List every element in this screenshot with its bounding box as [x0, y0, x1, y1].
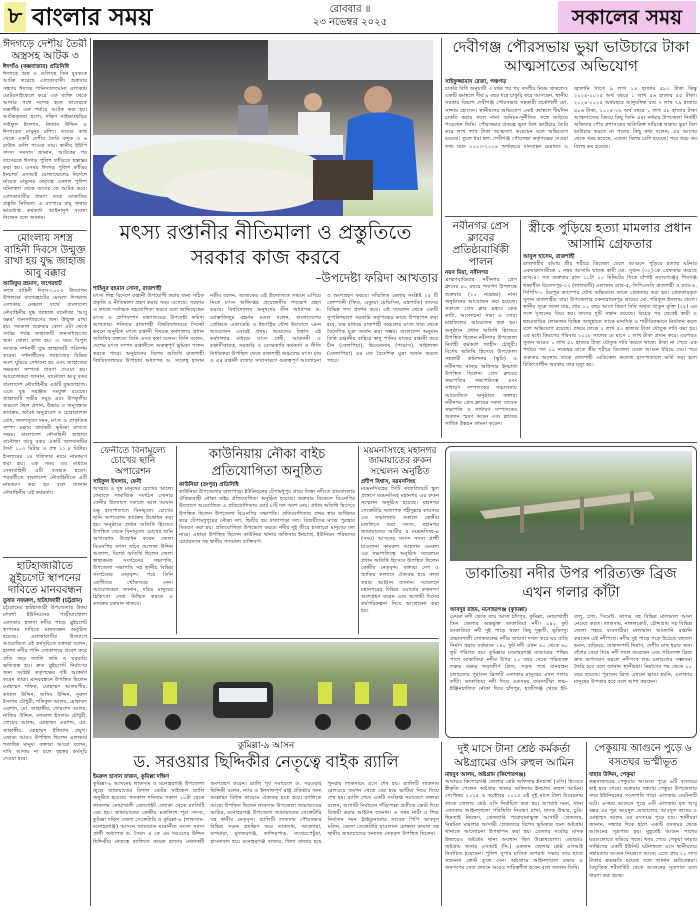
story-fire	[589, 742, 697, 906]
dateline-date: ২৩ নভেম্বর ২০২৫	[312, 17, 388, 28]
story-mongla	[3, 233, 87, 533]
page-number: ৮	[4, 2, 26, 32]
headline: পেকুয়ায় আগুনে পুড়ে ৬ বসতঘর ভস্মীভূত	[594, 743, 692, 768]
lead-headline-line1: মৎস্য রপ্তানীর নীতিমালা ও প্রস্তুতিতে	[119, 220, 412, 244]
story-press-club	[445, 220, 517, 438]
article-body: কুমিল্লা-৯ আসনের লাকসাম ও মনোহরগঞ্জ উপজেলা জুড়ে জামায়াতের বিশাল মোটর সাইকেল র‍্যালি অনুষ্ঠিত হয়েছে। গতকাল শনিবার সকাল ১০টা থেকে লাকসাম নোয়াখালী রেলগেইট এলাকা থেকে র‍্যালিটি বের হয়। জামায়াতের কেন্দ্রীয় মজলিশে শূরা সদস্য, কুমিল্লা দক্ষিণ জেলা সেক্রেটারি ও কুমিল্লা-৯ (লাকসাম-মনোহরগঞ্জ) আসনে জামায়াত মনোনীত সংসদ সদস্য প্রার্থী অধ্যাপক ড. সৈয়দ এ কে এম সরওয়ার উদ্দিন ছিদ্দিকীর নেতৃত্বে র‍্যালিতে কয়েক হাজার নেতাকর্মী অংশগ্রহণ করেন। র‍্যালি পূর্ব সমাবেশে ড. সরওয়ার ছিদ্দিকী বলেন, ন্যায় ও ইনসাফপূর্ণ রাষ্ট্র প্রতিষ্ঠার জন্য আল্লাহর বিধান কায়েমে ঐক্যবদ্ধ হতে হবে। র‍্যালিতে আরো উপস্থিত ছিলেন লাকসাম উপজেলা জামায়াতের আমির, মনোহরগঞ্জ উপজেলা জামায়াতের সেক্রেটারি সহ স্থানীয় নেতৃবৃন্দ। র‍্যালিটি লাকসাম পৌরসভার বিভিন্ন সড়ক প্রদক্ষিণ করে লাকসাম, আজগরা, বাগমারা, মুদাফরগঞ্জ, কান্দিরপাড়, নাথেরপেটুয়া, হাসনাবাদ হয়ে মনোহরগঞ্জ বাজার, খিলা বাজার হয়ে পুনরায় লাকসামে এসে শেষ হয়। র‍্যালিটি লাকসাম রেলওয়ে জংশন থেকে বের হয়ে ভাটিয়া নিয়ে গিয়ে শেষ হয়। র‍্যালি শেষে একটি সংক্ষিপ্ত সমাবেশে বক্তারা বলেন, আগামী নির্বাচনে দাঁড়িপাল্লা প্রতীকে ভোট দিয়ে বিজয়ী করার আহ্বান জানান। এ সময় নারী ও শিশু নির্যাতন দমন ট্রাইব্যুনালের সাবেক পিপি আবদুল মতিন, জেলা সেক্রেটারি মাওলানা মোস্তফা কামাল সহ স্থানীয় জামায়াতের অন্যান্য নেতৃবৃন্দ উপস্থিত ছিলেন।	[93, 781, 439, 845]
kicker: কুমিল্লা-৯ আসন	[237, 741, 295, 751]
byline: আবুল হাসেম, রাজশাহী	[523, 254, 575, 260]
byline: আবদুর রহিম, মনোহরগঞ্জ (কুমিল্লা)	[450, 607, 528, 613]
story-bridge	[445, 446, 697, 738]
headline: হাটহাজারীতে স্লুইচগেট স্থাপনের দাবিতে মানববন্ধন	[7, 560, 83, 597]
bridge-photo	[450, 451, 692, 561]
story-feni	[93, 446, 173, 634]
headline: ঈদগড়ে দেশীয় তৈরী অস্ত্রসহ আটক ৩	[3, 38, 87, 63]
headline: ডাকাতিয়া নদীর উপর পরিত্যক্ত ব্রিজ এখন গলার কাঁটা	[465, 566, 677, 601]
lead-photo	[93, 40, 433, 216]
byline: সাইফুল ইসলাম, ফেনী	[93, 479, 142, 486]
lead-headline-line2: সরকার কাজ করবে	[190, 245, 341, 269]
byline: নয়ন মিয়া, নবীনগর	[445, 270, 489, 277]
byline: ইমরুল হাসান রাজন, কুমিল্লা দক্ষিণ	[93, 774, 170, 780]
byline: মাহবুব আলম, অষ্টগ্রাম (কিশোরগঞ্জ)	[445, 772, 526, 778]
lead-photo-illustration	[93, 40, 433, 216]
article-body: ব্রাহ্মণবাড়িয়ার নবীনগর প্রেস ক্লাবের ৪০ বছরে পদার্পণ উপলক্ষে শুক্রবার (২২ নভেম্বর) নানা অনুষ্ঠানের আয়োজন করা হয়েছে। সকালে প্রেস ক্লাব চত্বরে কেক কাটা, আলোচনা সভা ও দোয়া মাহফিলের আয়োজন করা হয়। অনুষ্ঠানে প্রধান অতিথি হিসেবে উপস্থিত ছিলেন নবীনগর উপজেলা নির্বাহী কর্মকর্তা জাহীদ চৌধুরী। বিশেষ অতিথি হিসেবে উপজেলা সহকারী কমিশনার (ভূমি) ও নবীনগর থানার অফিসার ইনচার্জ উপস্থিত ছিলেন। প্রেস ক্লাবের সভাপতির সভাপতিত্বে এবং সাধারণ সম্পাদকের সঞ্চালনায় আয়োজিত অনুষ্ঠানে বক্তারা নবীনগর প্রেস ক্লাবের সকল সাবেক সভাপতি ও সাধারণ সম্পাদকের অবদান স্মরণ করেন এবং ক্লাবের সার্বিক উন্নয়ন কামনা করেন।	[445, 277, 517, 428]
masthead	[0, 0, 700, 34]
article-body: ময়মনসিংহের সিটি কলেজিয়েট স্কুল প্রাঙ্গণে ময়মনসিংহ মহানগর এর রুকন সম্মেলন অনুষ্ঠিত হয়েছে। মহানগর সেক্রেটারি অধ্যাপক শহীদুল্লাহ কায়সার এর সঞ্চালনায় সকালে কেন্দ্রীয় মজলিসে শুরা সদস্য, মহানগর জামায়াতের আমীর ও ময়মনসিংহ-৪ (সদর) আসনের সংসদ সদস্য প্রার্থী মাওলানা কামরুল আহসান এমরুল এর সভাপতিত্বে অনুষ্ঠিত সম্মেলনে প্রধান অতিথি হিসেবে উপস্থিত ছিলেন কেন্দ্রীয় নেতৃবৃন্দ। বক্তারা দেশ ও জাতির কল্যাণে ঐক্যবদ্ধ হয়ে কাজ করার আহ্বান জানান। সম্মেলনে মহানগরের বিভিন্ন ওয়ার্ডের রুকনগণ অংশগ্রহণ করেন এবং আগামী দিনের কর্মপরিকল্পনা নিয়ে আলোচনা করা হয়।	[361, 486, 439, 615]
headline: দুই মাসে টানা শ্রেষ্ঠ কর্মকর্তা অষ্টগ্রামের ওসি রুহুল আমিন	[454, 743, 574, 769]
story-idgar	[3, 38, 87, 228]
dateline	[270, 3, 430, 29]
headline: দেবীগঞ্জ পৌরসভায় ভুয়া ভাউচারে টাকা আত্মসাতের অভিযোগ	[452, 38, 690, 75]
article-body: অসহায় ও দুস্থ মানুষের চোখের আলো ফেরাতে সামাজিক সংগঠন সোনার ফেনীর উদ্যোগে সকালে আল আমান চক্ষু হাসপাতালে বিনামূল্যে চোখের ছানি অপারেশন কার্যক্রম উদ্বোধন করা হয়। অনুষ্ঠানে প্রধান অতিথি হিসেবে উপস্থিত থেকে বিনামূল্যে চোখের ছানি অপারেশন উদ্বোধন করেন জেলা বিএনপির সদস্য সচিব আলাল উদ্দিন আলাল, বিশেষ অতিথি ছিলেন জেলা স্বাস্থ্যকর্মক সংগঠনের সভাপতি, উপজেলা সভাপতি সহ স্থানীয় বিভিন্ন সংগঠনের নেতৃবৃন্দ। পরে তিনি রোগীদের খোঁজখবর নেন। আয়োজকরা জানান, দরিদ্র মানুষের চিকিৎসা সেবা নিশ্চিত করতে এ কার্যক্রম চলমান থাকবে।	[93, 486, 173, 608]
dateline-day: রোববার ॥	[329, 4, 371, 15]
article-body: রাজশাহীর বাঘায় স্ত্রীর শরীরে ডিজেল ঢেলে আগুনে পুড়িয়ে হত্যার ঘটনার একমাত্রাসামীকে ১ নম্বর আসামি ঘাতক স্বামী মো. সুজন (৩২)-কে গ্রেফতার করেছে র‌্যাব-৫। গত শুক্রবার রাত ১১টা ১০ মিনিটের দিকে চাঁপাই নবাবগঞ্জের শিবগঞ্জ থানাধীন বিনোদপুর-২২ (লালমাটি) এলাকায় র‌্যাব-৫, সিপিএসসি রাজশাহী ও র‌্যাব-৪, সিপিসি-১ মিরপুর ক্যাম্পের যৌথ অভিযানে তাকে গ্রেফতার করা হয়। গ্রেফতারকৃত সুজন রাজশাহীর বাঘা উপজেলার চকনারায়নপুর গ্রামের মো. শরিফুল ইসলাম ছেলে। স্থানীয় সূত্রে জানা যায়, প্রায় ১০ বছর আগে কিরণ বিবি অথবা খাতুন মুক্তি (২৫) এর সঙ্গে সুজনের বিয়ে হয়। তাদের দুটি সন্তান রয়েছে। বিয়ের পর থেকেই স্বামী ও শ্বশুরবাড়ির লোকজন বিভিন্ন অজুহাতে তাকে মানসিক ও শারীরিকভাবে নির্যাতন করত বলে অভিযোগ রয়েছে। প্রথমে তাকে ২ লাখ ৫০ হাজার টাকা যৌতুক দাবি করা হয়। এর মধ্যে কিরণের পরিবার ২০১৮ সালের মে মাসে ১ লাখ টাকা প্রদান করে। এরপরও সুজন আরও ১ লাখ ৫০ হাজার টাকা যৌতুক দাবি করতে থাকে। টাকা না পেয়ে এক পর্যায়ে গত ১০ নভেম্বর রাতে স্ত্রীর শরীরে ডিজেল ঢেলে আগুন ধরিয়ে দেয়। পরে গুরুতর অবস্থায় তাকে রাজশাহী মেডিকেল কলেজ হাসপাতালে ভর্তি করা হলে চিকিৎসাধীন অবস্থায় তার মৃত্যু হয়।	[523, 261, 697, 368]
headline: মোংলায় সশস্ত্র বাহিনী দিবসে উন্মুক্ত রাখা হয় যুদ্ধ জাহাজ আবু বক্কার	[4, 233, 86, 279]
byline: প্রদীপ বিশ্বাস, ময়মনসিংহ	[361, 479, 416, 486]
headline: ড. সরওয়ার ছিদ্দিকীর নেতৃত্বে বাইক র‍্যালি	[133, 752, 399, 771]
section-title: বাংলার সময়	[32, 3, 153, 31]
rally-photo	[93, 642, 439, 738]
bridge-illustration	[450, 451, 692, 561]
story-devigonj	[445, 38, 697, 213]
story-mymensingh	[361, 446, 439, 634]
story-boat-race	[179, 446, 355, 634]
article-body: চাকরি বিধি অনুযায়ী ৩ বছর পর পর বদলীর নিয়ম থাকলেও একটি কর্মস্থলে দীর্ঘ ৯ বছর ধরে চাকুরি করে আসছেন, স্থানীয় সরকার বিভাগ দেবীগঞ্জ পৌরসভার সহকারী প্রকৌশলী মো. সাদ্দাম হোসেন। স্থানীয়দের অভিযোগ একই কর্মস্থলে দীর্ঘদিন চাকরি করার ফলে নানা অনিয়ম-দুর্নীতির সঙ্গে জড়িয়ে পড়েছেন তিনি। পৌরসভার প্রকল্পে ভুয়া বিল ভাউচার তৈরি করে লাখ লাখ টাকা আত্মসাৎ করেছেন বলে অভিযোগ রয়েছে। তুলে ধরা হল: দেবীগঞ্জ পৌরসভা কর্তৃপক্ষের দেওয়া তথ্য মতে ২০২৩-২০২৪ অর্থবছরে যানবাহন মেরামত ও জ্বালানি খাতে ৯ লাখ ২৪ হাজার ৫৮১ টাকা কিন্তু ২০২৪-২০২৫ অর্থ বছরে ১ লাখ ৫৬ হাজার ৫৫ টাকা। ২০২৪-২০২৫ অর্থবছরে আনুষঙ্গিক ব্যয় ৭ লাখ ৭৯ হাজার ৪৮৬ টাকা, ২০২৫-২৬ অর্থ বছরে ১ লাখ ৫৮ হাজার টাকা আত্মসাতের বিষয়ে কিছু তিনি এবং নর্দমার উপজেলা নির্বাহী অফিসার পৌর প্রশাসকের অতিরিক্ত দায়িত্বে থাকায় ভুয়া বিল ভাউচার করতে না পারায় কিছু কথা বলেন, এর আগের থেকে খরচ হয়েছে, এজন্য বিলম্ব বেশি হয়েছে। পরে খরচ কম বিলম্ব কম হয়েছে।	[445, 86, 697, 150]
lead-attribution: –উপদেষ্টা ফরিদা আখতার	[315, 271, 438, 285]
headline: ফেনীতে বিনামূল্যে চোখের ছানি অপারেশন	[100, 446, 166, 477]
headline: কাউনিয়ায় নৌকা বাইচ প্রতিযোগিতা অনুষ্ঠিত	[208, 447, 326, 479]
story-rally	[93, 740, 439, 906]
byline: সাইফুজ্জামান রেজা, পঞ্চগড়	[445, 79, 507, 85]
brand-logo: সকালের সময়	[558, 1, 696, 33]
byline: শাহিনুর রহমান সোনা, রাজশাহী	[93, 286, 162, 292]
article-body: সশস্ত্র বাহিনী দিবস-২০২৫ উদযাপন উপলক্ষে বাগেরহাটের মোংলা দিগরাজ এলাকায় নেভাল বার্থে বাংলাদেশ নৌবাহিনীর যুদ্ধ জাহাজ বানৌজা 'আবু বক্কর' জনসাধারণের জন্য উন্মুক্ত রাখা হয়। গতকাল শুক্রবার বেলা এটা থেকে সর্বাচ্চ পর্যন্ত জাহাজটি জনসাধারণের জন্য খোলা রাখা হয়। এ সময় বিপুল সংখ্যক দর্শনার্থী যুদ্ধ জাহাজটি পরিদর্শন করেন। দর্শনার্থীদের জাহাজের বিভিন্ন অংশ ঘুরিয়ে দেখানো হয় এবং জাহাজের সক্ষমতা সম্পর্কে ধারণা দেওয়া হয়। আয়োজকরা জানান, বানৌজা আবু বকর বাংলাদেশ নৌবাহিনীর একটি যুদ্ধজাহাজ। এতে যুদ্ধ সরঞ্জাম সংযুক্ত রয়েছে। জাহাজটি গভীর সমুদ্র এবং উপকূলীয় অঞ্চলে টহল প্রদান, উদ্ধার ও অনুসন্ধান কার্যক্রম, অবৈধ অনুপ্রবেশ ও চোরাচালান রোধ, জলদস্যুতা দমন, মৎস্য ও প্রাকৃতিক সম্পদ রক্ষায় কার্যকরী ভূমিকা রাখতে সক্ষম। বাংলাদেশ নৌবাহিনী জাহাজ বানৌজা আবু বকর একটি জলযানটির দৈর্ঘ্য ১০৩ মিটার ও প্রস্থ ১১.৪ মিটার। ইসলামের ১ম খলিফার নামে নামকরণ করা হয়। এক সময় এর মাধ্যমে সেনাবাহিনী এটি ব্যবহৃত হতো। পরবর্তীতে বাংলাদেশ নৌবাহিনীতে এটি নামকরণ করা হয় বলে জানান নৌবাহিনীর এই কর্মকর্তা।	[3, 288, 87, 496]
article-body: কক্সবাজারের পেকুয়ায় আগুনে পুড়ে ৬টি বসতঘর ছাই হয়ে গেছে। শুক্রবার সন্ধ্যায় পেকুয়া উপজেলার সদর ইউনিয়নের সওদাগরি পাড়া এলাকায় এঘটনাটি ঘটে। এসময় আগুনে পুড়ে ৬টি এলাকায় মৃত আবু বক্কর এর পুত্র আবদুল মোতালেব, আবদুল কাদের ও মোহাম্মদ আলম এর বসতঘর পুড়ে যায়। স্থানীয়রা জানান, সন্ধ্যার দিকে হঠাৎ একটি বসতঘর থেকে আগুনের সূত্রপাত হয়। মুহূর্তেই আগুন পাশের ঘরগুলোতে ছড়িয়ে পড়ে। খবর পেয়ে পেকুয়া ফায়ার সার্ভিসের একটি ইউনিট ঘটনাস্থলে এসে স্থানীয়দের সহায়তায় আগুন নিয়ন্ত্রণে আনে। এতে প্রায় ২০ লাখ টাকার ক্ষয়ক্ষতি হয়েছে বলে জানান ক্ষতিগ্রস্তরা। বৈদ্যুতিক শর্টসার্কিট থেকে আগুনের সূত্রপাত বলে ধারণা করা হচ্ছে।	[589, 779, 697, 879]
lead-story	[93, 220, 438, 440]
byline: কাউনিয়া (রংপুর) প্রতিনিধি	[179, 482, 239, 488]
article-body: আবারও কিশোরগঞ্জ জেলার শ্রেষ্ঠ অফিসার ইনচার্জ (ওসি) হিসেবে স্বীকৃতি পেলেন অষ্টগ্রাম থানার অফিসার ইনচার্জ রুহুল আমিন। সেপ্টেম্বর ২০২৫ ও অক্টোবর ২০২৫ এই দুই মাসে টানা বিবেচনায় তাকে জেলার শ্রেষ্ঠ ওসি নির্বাচিত করা হয়। অপরাধ দমন, থানা এলাকায় আইনশৃঙ্খলা পরিস্থিতি নিয়ন্ত্রণ রাখা, মাদক উদ্ধার, চুরি-ছিনতাই নিয়ন্ত্রণ, গ্রেফতারি পরোয়ানাভুক্ত আসামী গ্রেফতার, নিয়মিত মামলার আসামী গ্রেফতারে বিশেষ ভূমিকার জন্য অষ্টগ্রাম থানাকে আলোচনা উপস্থাপন করা হয়। জেলার সর্বোচ্চ মাদক উদ্ধারেও অষ্টগ্রাম থানা অবস্থান ছিল উল্লেখযোগ্য। এছাড়াও অষ্টগ্রাম থানার এসআই (নি.) একজন জেলার শ্রেষ্ঠ এসআই নির্বাচিত হয়েছেন। পুলিশ সুপার মাসিক অপরাধ সভায় তার হাতে সম্মাননা ক্রেস্ট তুলে দেন। অষ্টগ্রামে আইনশৃঙ্খলা রক্ষায় ও জনগণের সেবা প্রদানে আরও দায়িত্বশীল হবেন বলে জানান তিনি।	[445, 779, 583, 872]
story-best-officer	[445, 742, 583, 906]
byline: তুষার নজরুল, হাটহাজারী (চট্টগ্রাম)	[3, 598, 83, 605]
article-body: মৎস্য শিল্প বিদেশে রপ্তানী উপযোগী করার জন্য সঠিক প্রকৃতি ও নীতিমালা গ্রহণ করার সময় এসেছে। সরকার এ কাজে সর্বাত্মক সহযোগিতা করবে বলে জানিয়েছেন মৎস্য ও প্রাণিসম্পদ মন্ত্রণালয়ের উপদেষ্টা ফরিদা আখতার। শনিবার রাজশাহী বিশ্ববিদ্যালয়ের সিনেট ভবনে অনুষ্ঠিত মৎস্য রপ্তানী বিষয়ক কর্মশালায় প্রধান অতিথির বক্তব্যে তিনি এসব কথা বলেন। তিনি বলেন, দেশের মৎস্য সম্পদ রপ্তানীতে গুরুত্বপূর্ণ ভূমিকা পালন করতে পারে। অনুষ্ঠানের বিশেষ অতিথি রাজশাহী বিশ্ববিদ্যালয়ের উপাচার্য অধ্যাপক ড. সালেহ্ হাসান নকীব বলেন, আজকের এই উদ্যোগকে সামনে এগিয়ে নিতে মৎস্য অধিদপ্তর প্রয়োজনীয় পদক্ষেপ গ্রহণ করবে। বিশ্ববিদ্যালয় অনুষদের ডীন অধ্যাপক ড. মোস্তাফিজুর রহমান মণ্ডল বলেন, বাংলাদেশের প্রেক্ষিতে একাডেমি ও ইন্ডাস্ট্রির যৌথ উদ্যোগে এমন আয়োজন এবারই প্রথম। আমাদের বিশ্বাস এই কর্মশালার মাধ্যমে মৎস্য চাষী, আমদানী ও রপ্তানীকারক, সরকারি ও বেসরকারি কর্মকর্তা ও নীতি নির্ধারকরা উপস্থিত থেকে রাজশাহী অঞ্চলের মৎস্য চাষ ও এর রপ্তানী বাজার সম্প্রসারণে গুরুত্বপূর্ণ আলোচনা ও অংশগ্রহণ করবে। সম্মিলিত মেলায় সংশ্লিষ্ট ২৫ টি কোম্পানী (ফিড, এক্যুয়া মেডিসিন, যন্ত্রপাতি) তাদের বিভিন্ন পণ্য প্রদর্শন করে। এই সম্মেলন থেকে একটি সুপারিশমালা সরকারি কর্তৃপক্ষের কাছে উপস্থাপন করা হবে, যার মাধ্যমে রাজশাহী অঞ্চলের মৎস্য খাত থেকে বৈদেশিক মুদ্রা অর্জন করা সম্ভব। বাংলাদেশ অনুমান তিন্নি রপ্তানীর বাহিরে স্বাদু পানির মাছের রপ্তানী করে চীন (কেলপিয়া), ভিয়েতনাম (পাঙাস), থাইল্যান্ড (তেলাপিয়া) এর মত বৈদেশিক মুদ্রা অর্জন করতে পারে।	[93, 293, 438, 364]
byline: আরিফুর রহমান, বাগেরহাট	[3, 281, 62, 287]
headline: নবীনগর প্রেস ক্লাবের প্রতিষ্ঠাবার্ষিকী পালন	[452, 220, 510, 269]
article-body: কাউনিয়া উপজেলার বালাপাড়া ইউনিয়নের টেপামধুপুর গ্রামে তিস্তা নদীতে গ্রামবাংলার ঐতিহ্যবাহী নৌকা বাইচ প্রতিযোগিতা অনুষ্ঠিত হয়েছে। শুক্রবার বিকেলে বিএনপির উদ্যোগে আয়োজিত এ প্রতিযোগিতায় মোট ৮টি দল অংশ নেয়। প্রধান অতিথি হিসেবে উপস্থিত ছিলেন উপজেলা বিএনপির সভাপতি। প্রতিযোগিতায় প্রথম স্থান অধিকার করে টেপামধুপুরের নৌকা দল, দ্বিতীয় হয় বালাপাড়া দল। বিজয়ীদের মাঝে পুরস্কার বিতরণ করা হয়। প্রতিযোগিতা উপভোগ করতে নদীর দুই তীরে হাজারো মানুষের ঢল নামে। এছাড়া উপস্থিত ছিলেন কাউনিয়া থানার অফিসার ইনচার্জ, ইউনিয়ন পরিষদের চেয়ারম্যান সহ স্থানীয় গণ্যমান্য ব্যক্তিবর্গ।	[179, 489, 355, 546]
article-body: চট্টগ্রামের হাটহাজারী উপজেলার উত্তর মাদার্শা ইউনিয়নের পাড়ীয়াখোলা এলাকায় হালদা নদীর পাড়ে স্লুইচগেট স্থাপনের দাবিতে মানববন্ধন অনুষ্ঠিত হয়েছে। এলাকাবাসীর উদ্যোগে আয়োজিত এই কর্মসূচিতে বক্তারা বলেন, হালদা নদীর পানি লোকালয়ে প্রবেশ করে প্রতি বছর ফসলি জমি ও ঘরবাড়ি ক্ষতিগ্রস্ত হয়। দ্রুত স্লুইচগেট নির্মাণের জন্য সংশ্লিষ্ট কর্তৃপক্ষের দৃষ্টি আকর্ষণ করেন তারা। মানববন্ধনে উপস্থিত ছিলেন মোহাম্মদ শফিক, মোহাম্মদ আলমগীর, কামাল উদ্দিন, জসিম উদ্দিন, নুরুল ইসলাম চৌধুরী, শফিকুল আলম, মোহাম্মদ এরশাদ, মো. জাহাঙ্গীর, খোরশেদ আলম, নাজিম উদ্দিন, নজরুল ইসলাম চৌধুরী, শোয়েব আলম, মোহাম্মদ এরশাদ, মো. জাহাঙ্গীর, মোহাম্মদ ইলিয়াছ প্রমুখ। এছাড়া আরও উপস্থিত ছিলেন এলাকার শতাধিক মানুষ। বক্তারা আরো বলেন, দাবি আদায় না হলে বৃহত্তর কর্মসূচি দেওয়া হবে।	[3, 605, 87, 763]
byline: বাহার উদ্দিন, পেকুয়া	[589, 772, 635, 778]
story-murder	[523, 220, 697, 438]
rally-illustration	[93, 642, 439, 738]
article-body: মেঘনা নদী থেকে বয়ে আসা চাঁদপুর, কুমিল্লা, নোয়াখালী তিন জেলার অন্তর্ভুক্ত ডাকাতিয়া নদী। ১৪০ ফুট ডাকাতিয়া নদী দুই পাড়ে থাকা কিছু দুষ্কৃতী, ভূমিদস্যু প্রভাবশালী লোকজনের নদীর জায়গা দখল করে ঘর বাড়ি নির্মাণ করায় বর্তমানে ১৪০ ফুট নদী এখন ৪০ থেকে ৬০ ফুট পরিণত হয়। কুমিল্লার মনোহরগঞ্জ বাজারের পশ্চিম পাশে ডাকাতিয়া নদীর উপর ২০ বছর থেকে পরিত্যক্ত লক্কড় ঝক্কড় জরাজীর্ণ ব্রিজ, সড়ক পথে যানবাহন চলাচলের পুরাতন ব্রিজটি এলাকার মানুষের এখন গলার কাঁটা। ডাকাতিয়া নদী দিয়ে একসময় ব্যবসায়ীরা লঞ্চ-ইঞ্জিনচালিত নৌকা দিয়ে চাঁদপুর, হাজীগঞ্জ থেকে ইট- বালু, চাল, সিমেন্ট, কাপড় সহ বিভিন্ন মালামাল আনা নেওয়া করত। লাকসাম, নাঙ্গলকোট, চৌদ্দগ্রাম সহ বিভিন্ন জেলা শহরে ব্যবসায়ীরা মালামাল আমদানি রপ্তানি করতেন এই নদীপথে। নদীর দুই পাড়ে গড়ে উঠেছে বহুতল ভবন, বাড়িঘর, দোকানপাট নির্মাণ, দেশীয় মাছ ধরার জন্য বাঁশের বেড়া দিয়ে নদী দখল করেছেন এবং পরিত্যক্ত ব্রিজ দ্রুত অপসারণ করলে নদীপথে লঞ্চ চলাচলের সম্ভাবনা তৈরি হবে বলে জানান স্থানীয়রা। নির্মাণের পর থেকে ২০ বছর হয়েছে। পুরাতন ব্রিজ এখনো ভাঙা হয়নি, এলাকার মানুষের উপকার হবে বলে আশা করছেন।	[450, 614, 692, 693]
story-hathazari	[3, 560, 87, 906]
byline: ঈদগাঁও (কক্সবাজার) প্রতিনিধি	[3, 64, 69, 71]
article-body: ঈদগড়ে অস্ত্র ও গুলিসহ তিন যুবককে আটক করেছে এলাকাবাসী। শুক্রবার সন্ধ্যায় ঈদগড় পানিস্যালঘোনা এলাকায় মোটরসাইকেলে করে এক ব্যক্তি থেকে আসার পথে সন্দেহ হলে তাদেরকে তল্লাশীর এক পর্যায়ে আটক করা হয়। আটককৃতরা হলো, দক্ষিণ নাইক্ষ্যংছড়ির সাইফুল ইসলাম, নিজাম উদ্দিন ও ঈদগড়ের মামুনুর রশিদ। তাদের কাছ থেকে একটি দেশীয় তৈরি বন্দুক ও ৬ রাউন্ড গুলি পাওয়া যায়। স্থানীয় ইউপি সদস্য সমসাদ জানান, আটকের পর তাদেরকে ঈদগড় পুলিশ ফাঁড়িতে হস্তান্তর করা হয়। এসময় ঈদগড় পুলিশ ফাঁড়ির ইনচার্জ এসআই মোজাম্মেলের নির্দেশে নায়েক মামুনের নেতৃত্বে একদল পুলিশ ঘটনাস্থল থেকে তাদের কে আটক করে। এলাকাবাসীর ধারণা তারা ডাকাতির প্রস্তুতি নিচ্ছিল। এ ব্যাপারে রামু থানার ভারপ্রাপ্ত কর্মকর্তা আইনানুগ ব্যবস্থা নিচ্ছেন বলে জানান।	[3, 71, 87, 222]
headline: ময়মনসিংহে মহানগর জামায়াতের রুকন সম্মেলন অনুষ্ঠিত	[363, 446, 437, 477]
headline: স্ত্রীকে পুড়িয়ে হত্যা মামলার প্রধান আসামি গ্রেফতার	[528, 220, 692, 251]
